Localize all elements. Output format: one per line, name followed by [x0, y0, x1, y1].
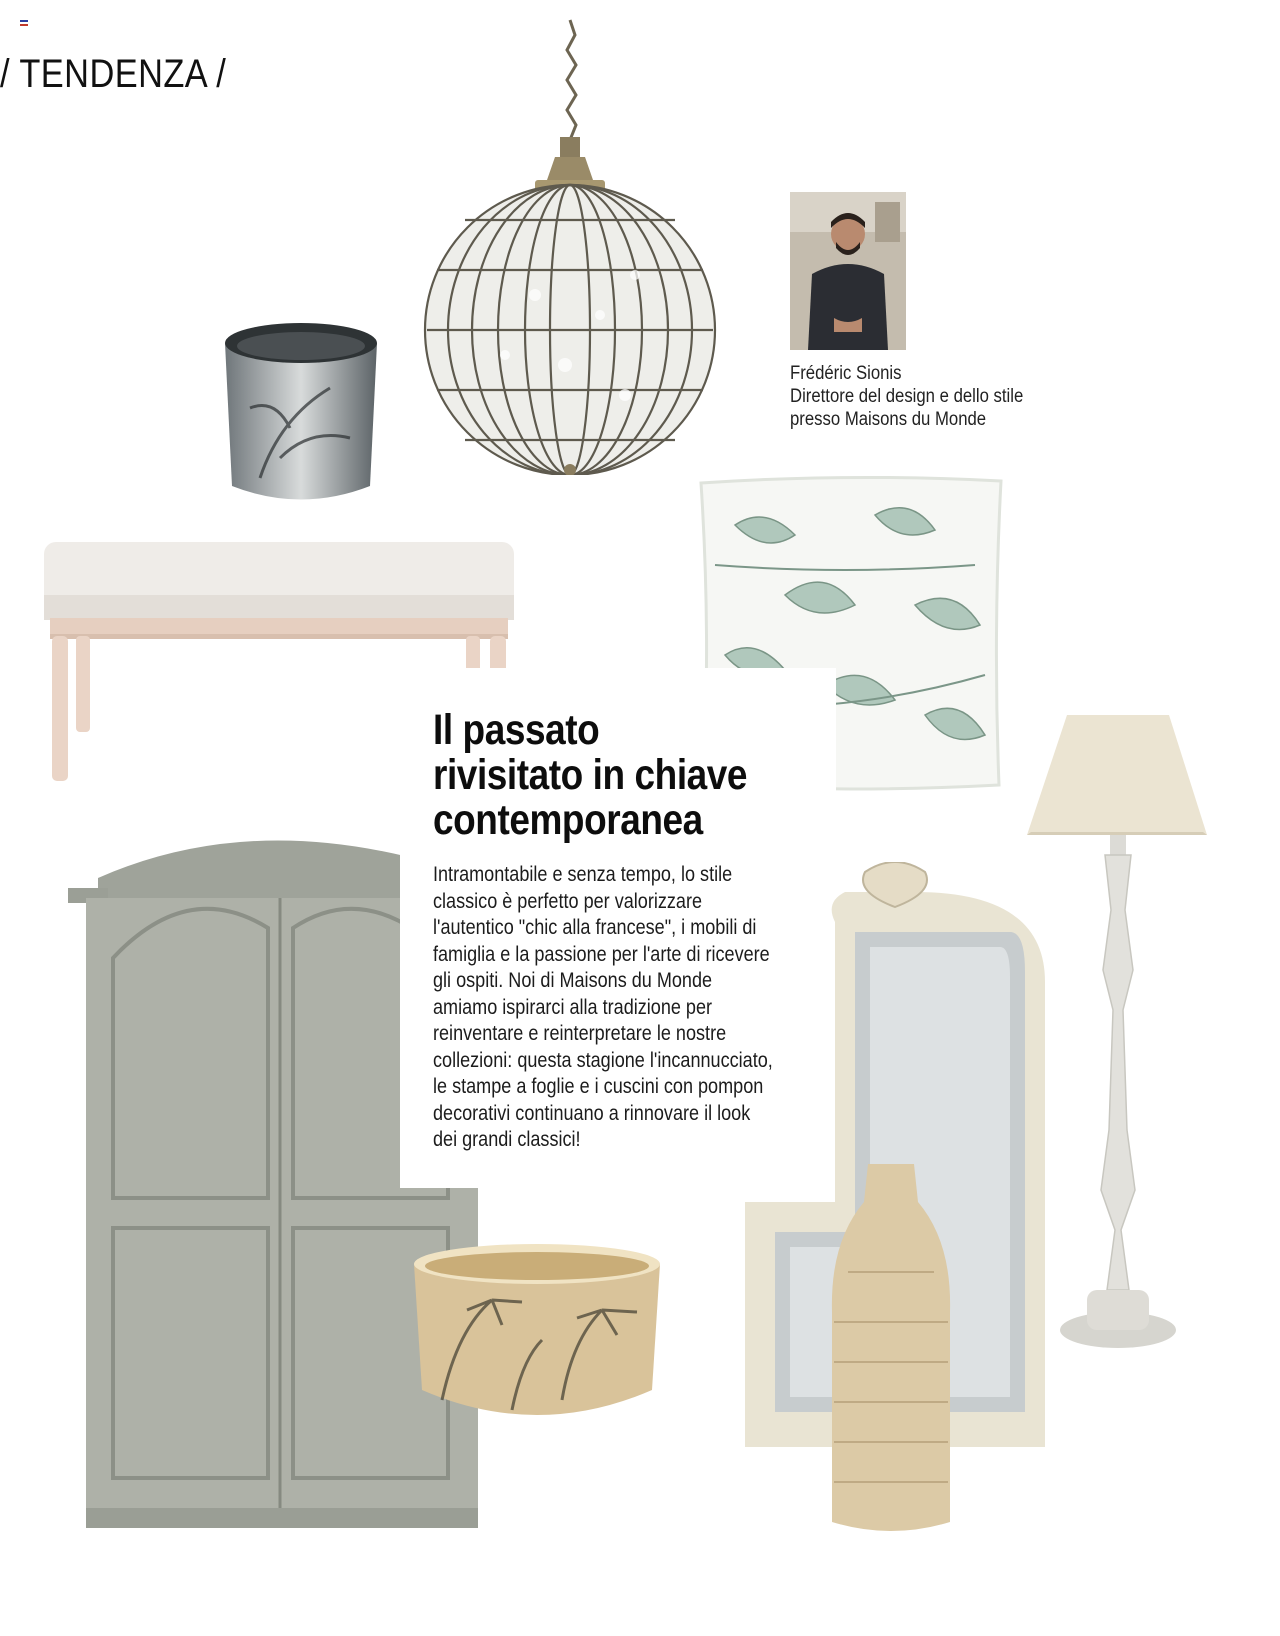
body-line: Intramontabile e senza tempo, lo stile [433, 863, 733, 886]
flag-mark [20, 20, 28, 26]
floor-lamp-image [1025, 710, 1211, 1360]
body-line: reinventare e reinterpretare le nostre [433, 1022, 727, 1045]
body-line: gli ospiti. Noi di Maisons du Monde [433, 969, 713, 992]
designer-role-line2: presso Maisons du Monde [790, 409, 987, 430]
article-body [433, 862, 803, 1154]
designer-name: Frédéric Sionis [790, 363, 902, 384]
body-line: l'autentico "chic alla francese", i mobili di [433, 916, 757, 939]
body-line: le stampe a foglie e i cuscini con pompon [433, 1075, 764, 1098]
gold-palm-candle-image [412, 1240, 662, 1436]
body-line: classico è perfetto per valorizzare [433, 889, 703, 913]
designer-role-line1: Direttore del design e dello stile [790, 386, 1024, 407]
body-line: dei grandi classici! [433, 1128, 581, 1151]
glass-candle-jar-image [220, 318, 382, 508]
headline-line-1: Il passato [433, 706, 600, 754]
wicker-vase-image [828, 1162, 954, 1542]
globe-chandelier-image [415, 15, 735, 475]
body-line: decorativi continuano a rinnovare il look [433, 1101, 751, 1125]
article-headline [433, 708, 811, 843]
headline-line-2: rivisitato in chiave [433, 751, 748, 799]
headline-line-3: contemporanea [433, 796, 703, 844]
designer-portrait-photo [790, 192, 906, 350]
designer-caption [790, 362, 1023, 431]
section-label: / TENDENZA / [0, 52, 227, 96]
body-line: collezioni: questa stagione l'incannucciato, [433, 1048, 773, 1072]
body-line: amiamo ispirarci alla tradizione per [433, 995, 713, 1019]
body-line: famiglia e la passione per l'arte di ricevere [433, 942, 770, 966]
